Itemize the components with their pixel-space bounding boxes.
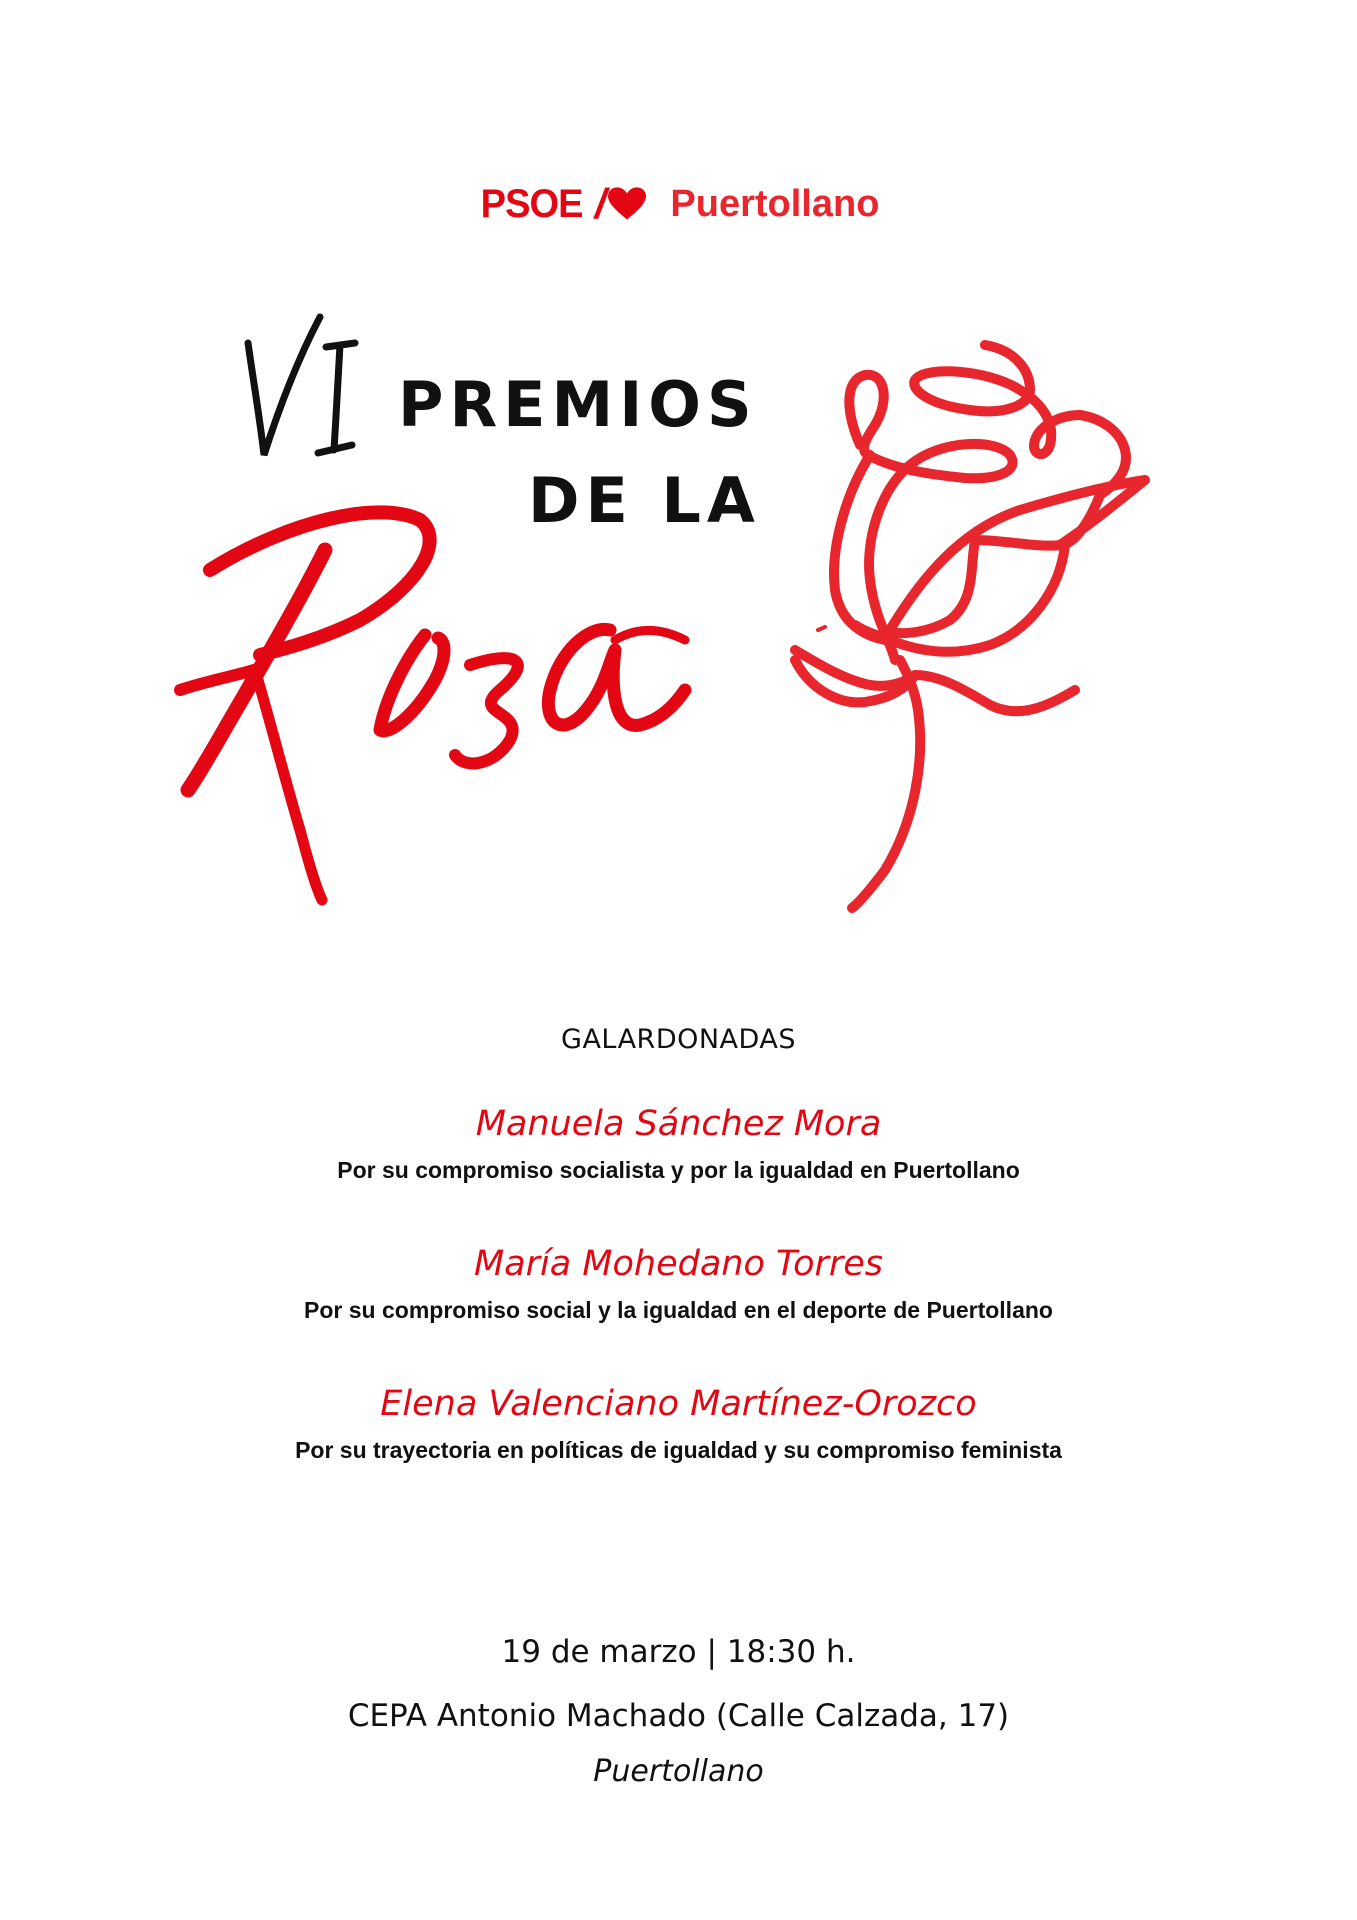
award-name: María Mohedano Torres <box>473 1244 884 1284</box>
event-venue: CEPA Antonio Machado (Calle Calzada, 17) <box>347 1698 1010 1734</box>
award-item <box>0 1240 1357 1328</box>
title-premios: PREMIOS <box>398 368 758 441</box>
award-description: Por su compromiso social y la igualdad en el deporte de Puertollano <box>304 1297 1053 1323</box>
title-rosa-script <box>170 490 770 910</box>
brand-slash: / <box>594 180 607 227</box>
award-name: Manuela Sánchez Mora <box>475 1104 882 1144</box>
award-item <box>0 1380 1357 1468</box>
award-description: Por su compromiso socialista y por la igualdad en Puertollano <box>337 1157 1020 1183</box>
award-description: Por su trayectoria en políticas de igualdad y su compromiso feminista <box>295 1437 1062 1463</box>
header <box>0 180 1357 228</box>
title-edition-vi <box>240 305 370 465</box>
event-city: Puertollano <box>593 1754 764 1789</box>
brand-psoe: PSOE <box>480 181 583 226</box>
awards-heading: GALARDONADAS <box>561 1024 796 1055</box>
awards-section <box>0 1022 1357 1520</box>
psoe-puertollano-logo <box>478 180 880 228</box>
heart-icon <box>608 187 646 221</box>
rose-line-art-icon <box>790 330 1170 920</box>
event-details <box>0 1630 1357 1794</box>
award-item <box>0 1100 1357 1188</box>
award-name: Elena Valenciano Martínez-Orozco <box>380 1384 977 1424</box>
title-de-la: DE LA <box>528 464 761 537</box>
event-date-time: 19 de marzo | 18:30 h. <box>501 1634 856 1670</box>
brand-city: Puertollano <box>670 182 880 225</box>
